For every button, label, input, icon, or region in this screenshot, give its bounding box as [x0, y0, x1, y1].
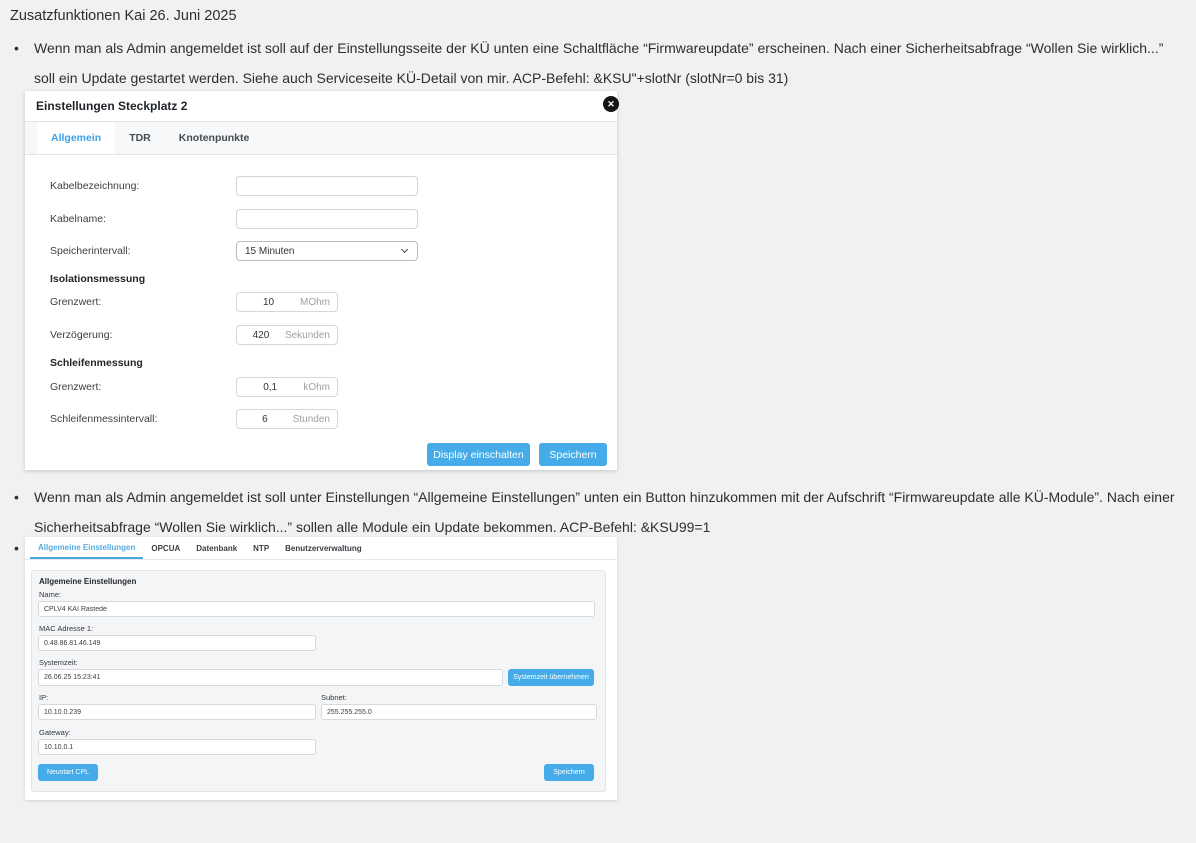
tab-tdr[interactable]: TDR	[129, 132, 151, 144]
tab-allgemeine-einstellungen[interactable]: Allgemeine Einstellungen	[30, 537, 143, 559]
speicherintervall-label: Speicherintervall:	[50, 245, 131, 257]
iso-grenzwert-input[interactable]	[236, 292, 338, 312]
speichern-button-panel[interactable]: Speichern	[544, 764, 594, 781]
neustart-cpl-button[interactable]: Neustart CPL	[38, 764, 98, 781]
allgemeine-einstellungen-panel	[25, 537, 617, 800]
verzoegerung-label: Verzögerung:	[50, 329, 113, 341]
schleifenmessintervall-value: 6	[262, 413, 268, 425]
speicherintervall-value: 15 Minuten	[245, 245, 295, 257]
kabelname-input[interactable]	[236, 209, 418, 229]
schleifen-grenzwert-unit: kOhm	[303, 381, 330, 393]
bullet-item-2	[10, 482, 1186, 542]
bullet-icon: •	[14, 40, 19, 56]
name-label: Name:	[39, 590, 62, 599]
schleifen-grenzwert-label: Grenzwert:	[50, 381, 102, 393]
dialog-header	[25, 91, 617, 122]
schleifen-grenzwert-value: 0,1	[263, 381, 278, 393]
subnet-label: Subnet:	[321, 693, 347, 702]
ip-input[interactable]	[38, 704, 316, 720]
dialog-title: Einstellungen Steckplatz 2	[36, 99, 188, 113]
schleifenmessung-heading: Schleifenmessung	[50, 357, 143, 369]
tab-knotenpunkte[interactable]: Knotenpunkte	[178, 132, 250, 144]
kabelbezeichnung-label: Kabelbezeichnung:	[50, 180, 140, 192]
dialog-einstellungen-steckplatz	[25, 91, 617, 470]
tab-allgemein[interactable]: Allgemein	[37, 122, 115, 154]
iso-grenzwert-value: 10	[262, 296, 275, 308]
bullet-item-1	[10, 33, 1186, 93]
isolationsmessung-heading: Isolationsmessung	[50, 273, 146, 285]
verzoegerung-unit: Sekunden	[284, 329, 330, 341]
panel-tab-bar	[25, 537, 617, 560]
schleifenmessintervall-label: Schleifenmessintervall:	[50, 413, 158, 425]
display-einschalten-button[interactable]: Display einschalten	[427, 443, 530, 466]
subnet-input[interactable]	[321, 704, 597, 720]
gateway-input[interactable]	[38, 739, 316, 755]
schleifenmessintervall-input[interactable]	[236, 409, 338, 429]
chevron-down-icon	[401, 246, 408, 253]
systemzeit-input[interactable]	[38, 669, 503, 686]
dialog-tab-bar	[25, 122, 617, 155]
bullet-text-1: Wenn man als Admin angemeldet ist soll auf der Einstellungsseite der KÜ unten eine Schaltfläche “Firmwareupdate” erscheinen. Nach einer Sicherheitsabfrage “Wollen Sie wirklich...” soll ein Update gestartet werden. Siehe auch Serviceseite KÜ-Detail von mir. ACP-Befehl: &KSU"+slotNr (slotNr=0 bis 31)	[34, 40, 1164, 86]
tab-opcua[interactable]: OPCUA	[151, 543, 181, 553]
kabelbezeichnung-input[interactable]	[236, 176, 418, 196]
schleifen-grenzwert-input[interactable]	[236, 377, 338, 397]
bullet-icon: •	[14, 489, 19, 505]
tab-datenbank[interactable]: Datenbank	[196, 543, 238, 553]
speichern-button[interactable]: Speichern	[539, 443, 607, 466]
tab-ntp[interactable]: NTP	[253, 543, 270, 553]
mac-label: MAC Adresse 1:	[39, 624, 94, 633]
iso-grenzwert-label: Grenzwert:	[50, 296, 102, 308]
systemzeit-label: Systemzeit:	[39, 658, 78, 667]
kabelname-label: Kabelname:	[50, 213, 107, 225]
bullet-text-2: Wenn man als Admin angemeldet ist soll unter Einstellungen “Allgemeine Einstellungen” unten ein Button hinzukommen mit der Aufschrift “Firmwareupdate alle KÜ-Module”. Nach einer Sicherheitsabfrage “Wollen Sie wirklich...” sollen alle Module ein Update bekommen. ACP-Befehl: &KSU99=1	[34, 489, 1175, 535]
verzoegerung-input[interactable]	[236, 325, 338, 345]
schleifenmessintervall-unit: Stunden	[292, 413, 330, 425]
card-heading: Allgemeine Einstellungen	[39, 577, 137, 586]
page-title: Zusatzfunktionen Kai 26. Juni 2025	[10, 8, 237, 24]
close-icon[interactable]: ✕	[603, 96, 619, 112]
gateway-label: Gateway:	[39, 728, 71, 737]
name-input[interactable]	[38, 601, 595, 617]
systemzeit-uebernehmen-button[interactable]: Systemzeit übernehmen	[508, 669, 594, 686]
tab-benutzerverwaltung[interactable]: Benutzerverwaltung	[285, 543, 362, 553]
bullet-icon: •	[14, 540, 19, 556]
verzoegerung-value: 420	[252, 329, 270, 341]
settings-card	[31, 570, 606, 792]
ip-label: IP:	[39, 693, 49, 702]
speicherintervall-select[interactable]	[236, 241, 418, 261]
mac-input[interactable]	[38, 635, 316, 651]
iso-grenzwert-unit: MOhm	[300, 296, 330, 308]
